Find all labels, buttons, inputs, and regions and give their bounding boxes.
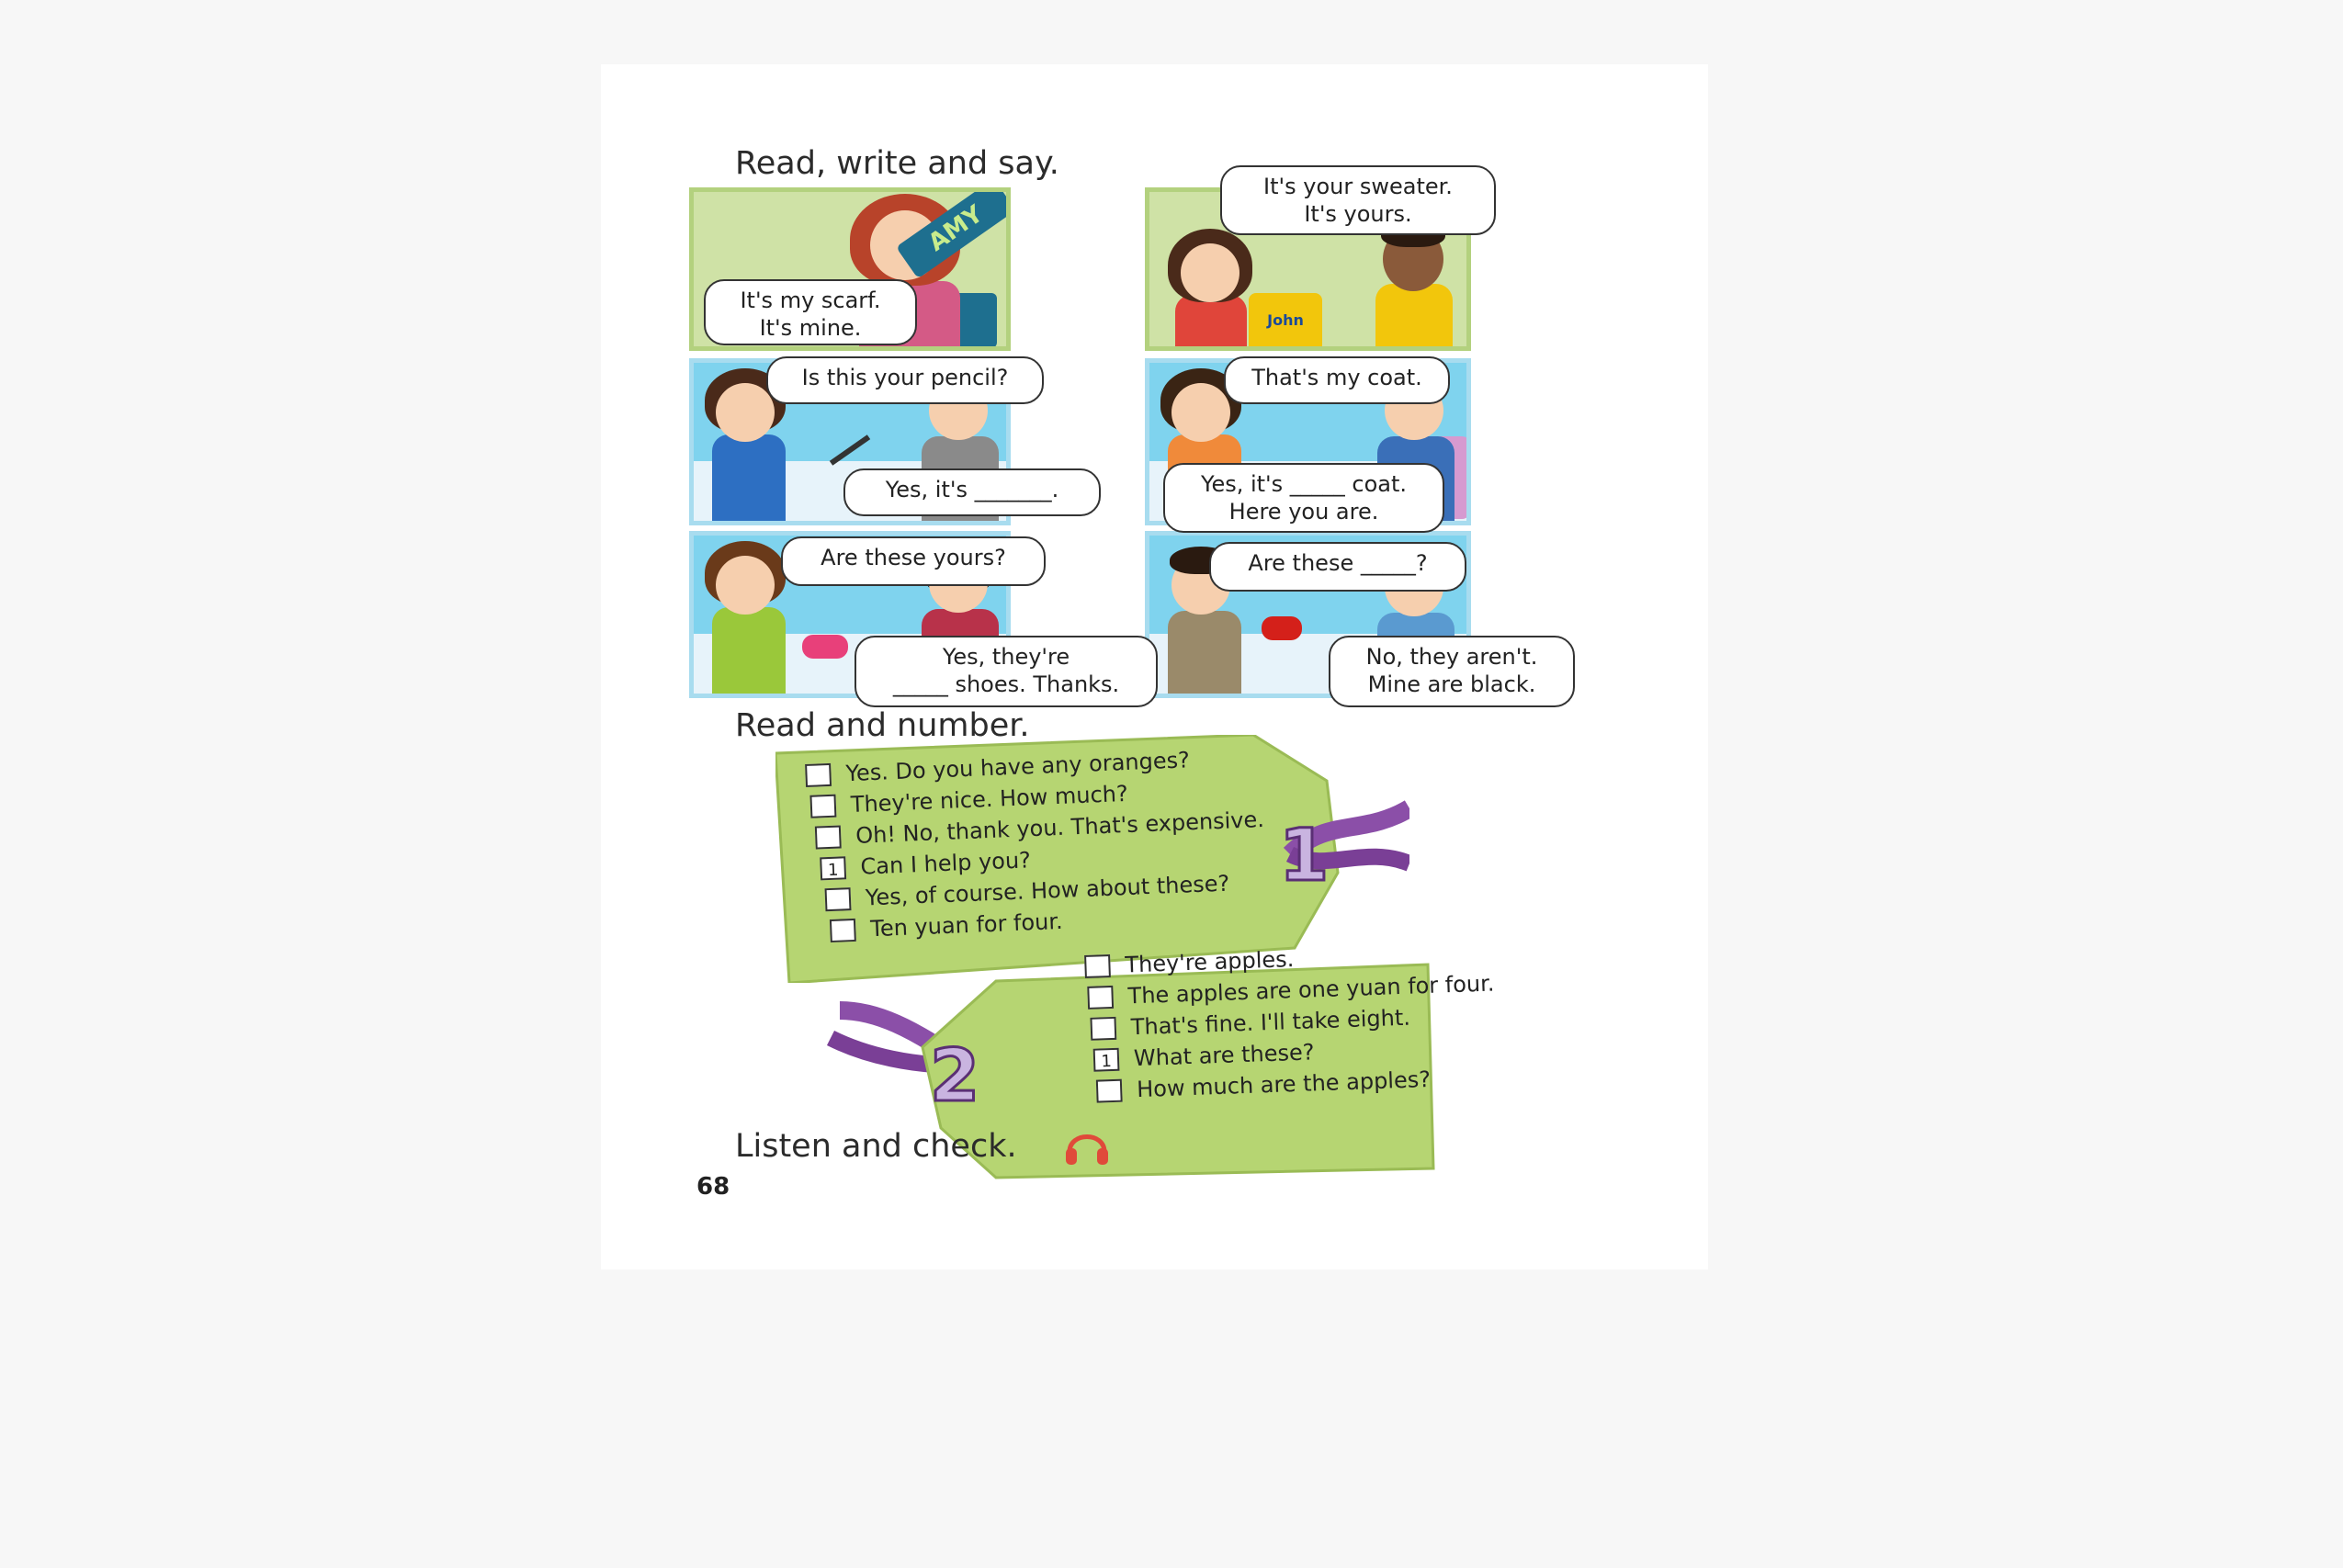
item-text: They're nice. How much?	[850, 780, 1129, 818]
speech-text: It's my scarf. It's mine.	[740, 288, 881, 341]
answer-box[interactable]	[1087, 985, 1114, 1009]
speech-text: It's your sweater. It's yours.	[1263, 174, 1453, 227]
item-text: Yes. Do you have any oranges?	[844, 747, 1191, 787]
textbook-page	[601, 64, 1708, 1269]
tag-number-1: 1	[1279, 815, 1330, 897]
red-gloves	[1262, 616, 1302, 640]
headphones-icon[interactable]	[1062, 1124, 1112, 1168]
speech-text: That's my coat.	[1251, 365, 1422, 390]
speech-bubble-p4b	[1163, 463, 1444, 533]
scarf: AMY	[896, 187, 1011, 278]
speech-text: Is this your pencil?	[801, 365, 1009, 390]
speech-text: Yes, it's _____ coat. Here you are.	[1200, 471, 1408, 525]
item-text: Can I help you?	[860, 847, 1032, 880]
item-text: They're apples.	[1124, 946, 1295, 978]
heading-read-and-number: Read and number.	[735, 707, 1030, 744]
item-text: What are these?	[1133, 1039, 1315, 1072]
speech-text: No, they aren't. Mine are black.	[1365, 644, 1538, 697]
speech-bubble-p3b	[843, 468, 1101, 516]
answer-box[interactable]	[825, 887, 852, 911]
list-item	[820, 847, 1031, 881]
speech-bubble-p5b	[855, 636, 1158, 707]
speech-bubble-p3a	[766, 356, 1044, 404]
list-item	[1093, 1039, 1315, 1072]
list-item	[1090, 1005, 1410, 1042]
speech-bubble-p6a	[1209, 542, 1466, 592]
answer-box[interactable]	[809, 794, 836, 818]
answer-box[interactable]: 1	[1093, 1047, 1120, 1071]
speech-text: Are these _____?	[1248, 550, 1428, 576]
answer-box[interactable]	[815, 825, 842, 849]
answer-box[interactable]	[1090, 1016, 1116, 1040]
page-number: 68	[696, 1173, 730, 1201]
item-text: How much are the apples?	[1136, 1066, 1432, 1103]
speech-text: Are these yours?	[821, 545, 1006, 570]
item-text: Ten yuan for four.	[869, 908, 1064, 942]
yellow-sweater: John	[1249, 293, 1322, 348]
item-text: Yes, of course. How about these?	[865, 870, 1230, 911]
list-item	[1096, 1066, 1432, 1104]
speech-bubble-p2	[1220, 165, 1496, 235]
speech-bubble-p6b	[1329, 636, 1575, 707]
answer-box[interactable]	[1084, 954, 1111, 978]
answer-box[interactable]: 1	[820, 856, 846, 880]
item-text: The apples are one yuan for four.	[1127, 970, 1495, 1010]
speech-bubble-p5a	[781, 536, 1046, 586]
tag-number-2: 2	[930, 1035, 980, 1118]
answer-box[interactable]	[1096, 1078, 1123, 1102]
answer-box[interactable]	[805, 762, 832, 786]
speech-bubble-p4a	[1224, 356, 1450, 404]
speech-text: Yes, it's _______.	[885, 477, 1059, 502]
heading-listen-and-check: Listen and check.	[735, 1128, 1017, 1165]
item-text: That's fine. I'll take eight.	[1130, 1004, 1411, 1041]
pink-shoes	[802, 635, 848, 659]
item-text: Oh! No, thank you. That's expensive.	[855, 807, 1265, 849]
tag-2-list	[1084, 935, 1605, 1136]
speech-text: Yes, they're _____ shoes. Thanks.	[892, 644, 1120, 697]
speech-bubble-p1	[704, 279, 917, 345]
heading-read-write-say: Read, write and say.	[735, 145, 1059, 182]
boy-john-illustration	[1363, 220, 1464, 348]
